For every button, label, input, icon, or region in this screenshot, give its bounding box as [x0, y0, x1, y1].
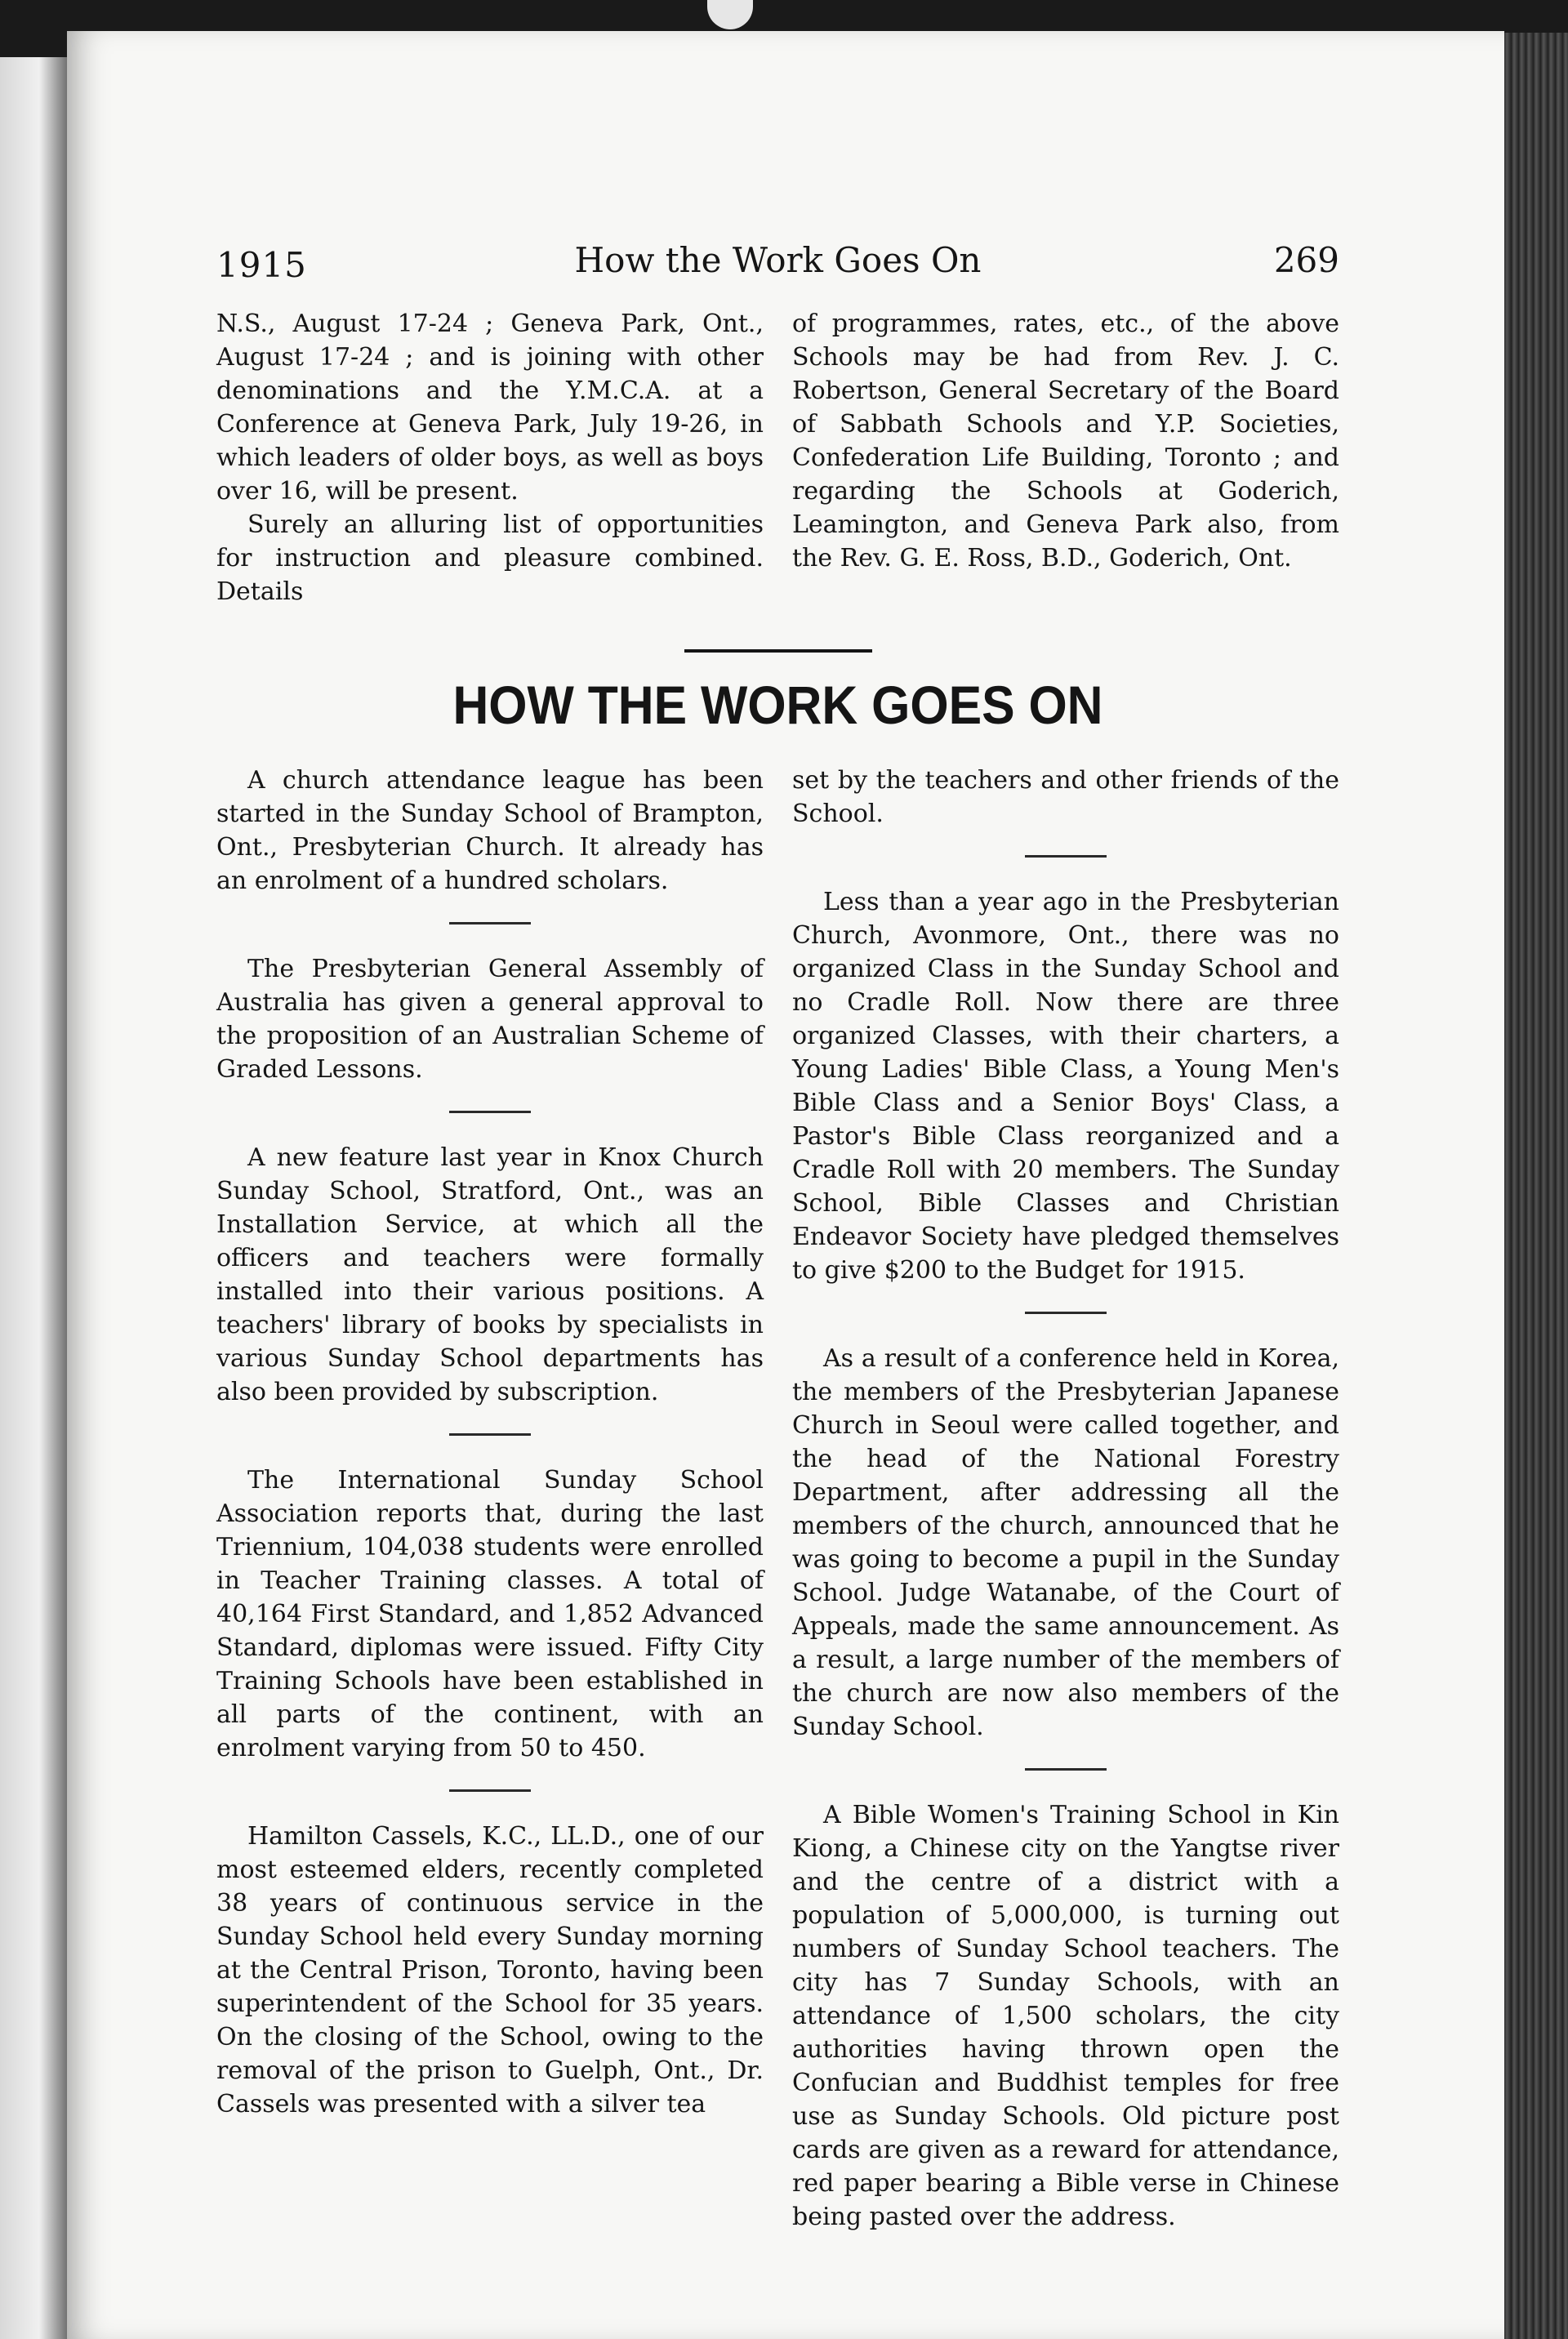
running-head-title: How the Work Goes On	[574, 240, 982, 280]
news-item-text: The Presbyterian General Assembly of Australia has given a general approval to the proposition of an Australian Scheme of Graded Lessons.	[216, 955, 764, 1084]
item-separator	[449, 1433, 531, 1436]
news-item	[792, 1342, 1339, 1744]
news-item-text: A church attendance league has been started in the Sunday School of Brampton, Ont., Presbyterian Church. It already has an enrolment of a hundred scholars.	[216, 766, 764, 895]
continued-paragraph: N.S., August 17-24 ; Geneva Park, Ont., August 17-24 ; and is joining with other denominations and the Y.M.C.A. at a Conference at Geneva Park, July 19-26, in which leaders of older boys, as well as boys over 16, will be present.	[216, 310, 764, 506]
item-separator	[449, 1111, 531, 1113]
item-separator	[449, 922, 531, 924]
item-separator	[1025, 855, 1107, 858]
news-item-text: Less than a year ago in the Presbyterian Church, Avonmore, Ont., there was no organized Class in the Sunday School and no Cradle Roll. Now there are three organized Classes, with their charters, a Young Ladies' Bible Class, a Young Men's Bible Class and a Senior Boys' Class, a Pastor's Bible Class reorganized and a Cradle Roll with 20 members. The Sunday School, Bible Classes and Christian Endeavor Society have pledged themselves to give $200 to the Budget for 1915.	[792, 888, 1339, 1285]
news-item	[792, 1798, 1339, 2234]
news-item-text: As a result of a conference held in Korea, the members of the Presbyterian Japanese Church in Seoul were called together, and the head of the National Forestry Department, after addressing all the members of the church, announced that he was going to become a pupil in the Sunday School. Judge Watanabe, of the Court of Appeals, made the same announcement. As a result, a large number of the members of the church are now also members of the Sunday School.	[792, 1344, 1339, 1741]
running-head-year: 1915	[216, 245, 307, 285]
news-right-column	[792, 764, 1339, 2234]
running-head	[216, 237, 1339, 302]
news-item	[792, 764, 1339, 831]
news-item-text: Hamilton Cassels, K.C., LL.D., one of our most esteemed elders, recently completed 38 years of continuous service in the Sunday School held every Sunday morning at the Central Prison, Toronto, having been superintendent of the School for 35 years. On the closing of the School, owing to the removal of the prison to Guelph, Ont., Dr. Cassels was presented with a silver tea	[216, 1822, 764, 2118]
news-item	[216, 1820, 764, 2121]
continued-right-column	[792, 307, 1339, 608]
news-item-text: set by the teachers and other friends of the School.	[792, 766, 1339, 828]
news-item	[792, 885, 1339, 1287]
news-item	[216, 952, 764, 1086]
continued-left-column	[216, 307, 764, 608]
item-separator	[1025, 1768, 1107, 1771]
continued-paragraph: Surely an alluring list of opportunities for instruction and pleasure combined. Details	[216, 510, 764, 606]
news-left-column	[216, 764, 764, 2234]
news-item	[216, 1464, 764, 1765]
binding-hole	[707, 0, 753, 29]
news-columns	[216, 764, 1339, 2234]
news-item	[216, 1141, 764, 1409]
continued-article	[216, 307, 1339, 608]
section-headline: HOW THE WORK GOES ON	[452, 675, 1103, 735]
news-item-text: The International Sunday School Association reports that, during the last Triennium, 104,038 students were enrolled in Teacher Training classes. A total of 40,164 First Standard, and 1,852 Advanced Standard, diplomas were issued. Fifty City Training Schools have been established in all parts of the continent, with an enrolment varying from 50 to 450.	[216, 1466, 764, 1762]
section-divider-rule	[684, 649, 872, 653]
item-separator	[449, 1789, 531, 1792]
page-content	[216, 237, 1339, 2234]
item-separator	[1025, 1312, 1107, 1314]
news-item	[216, 764, 764, 898]
page-number: 269	[1273, 240, 1339, 280]
continued-paragraph: of programmes, rates, etc., of the above Schools may be had from Rev. J. C. Robertson, General Secretary of the Board of Sabbath Schools and Y.P. Societies, Confederation Life Building, Toronto ; and regarding the Schools at Goderich, Leamington, and Geneva Park also, from the Rev. G. E. Ross, B.D., Goderich, Ont.	[792, 310, 1339, 572]
news-item-text: A new feature last year in Knox Church Sunday School, Stratford, Ont., was an Installation Service, at which all the officers and teachers were formally installed into their various positions. A teachers' library of books by specialists in various Sunday School departments has also been provided by subscription.	[216, 1143, 764, 1406]
news-item-text: A Bible Women's Training School in Kin Kiong, a Chinese city on the Yangtse river and the centre of a district with a population of 5,000,000, is turning out numbers of Sunday School teachers. The city has 7 Sunday Schools, with an attendance of 1,500 scholars, the city authorities having thrown open the Confucian and Buddhist temples for free use as Sunday Schools. Old picture post cards are given as a reward for attendance, red paper bearing a Bible verse in Chinese being pasted over the address.	[792, 1801, 1339, 2231]
book-page-stack	[1504, 33, 1568, 2339]
